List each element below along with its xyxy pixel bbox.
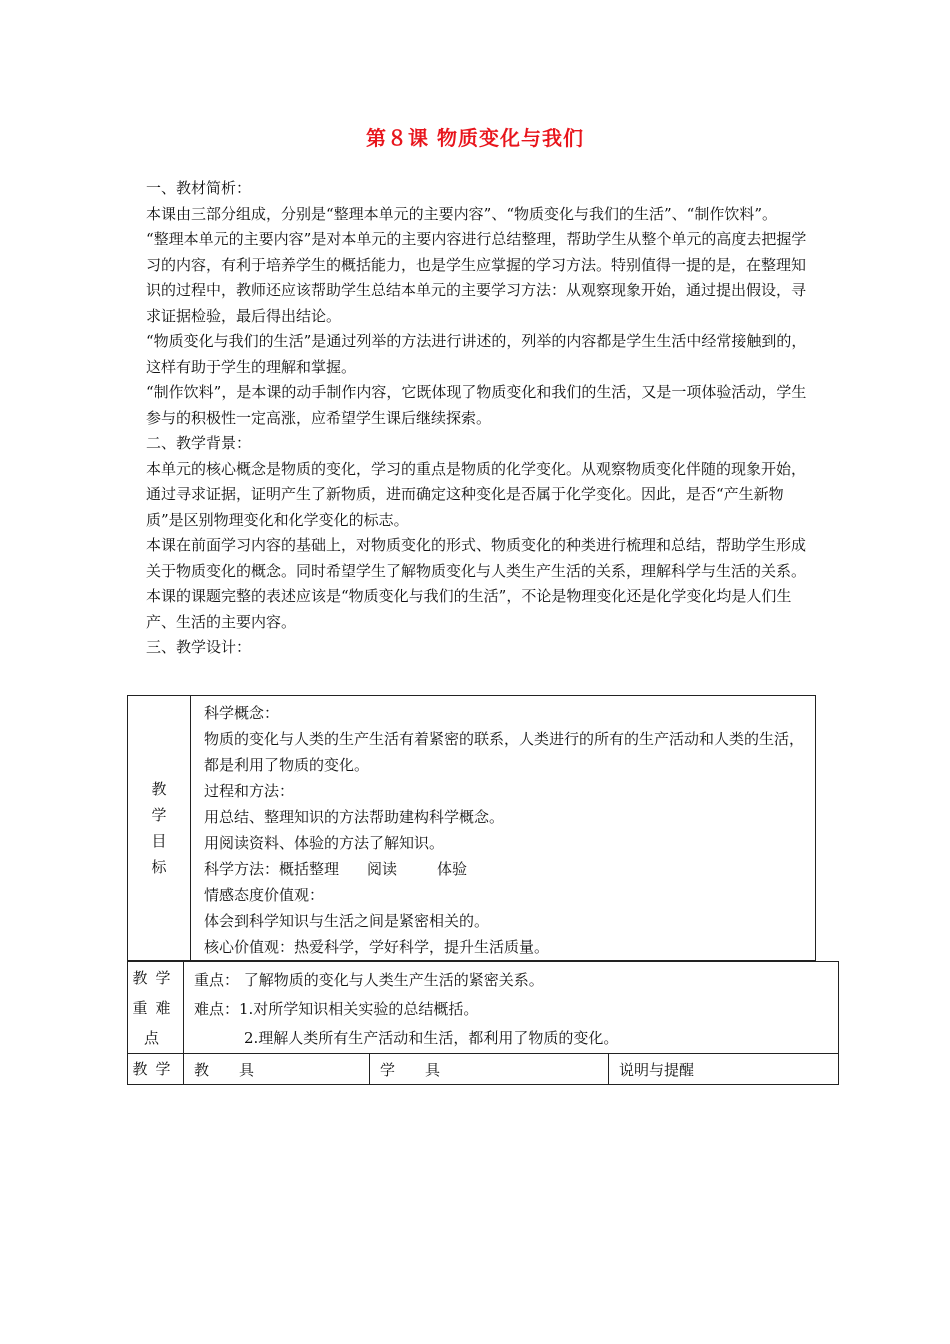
goals-content-cell <box>191 696 816 961</box>
goals-label-char: 标 <box>151 858 167 876</box>
key-points-table <box>127 961 839 1085</box>
page-title: 第８课 物质变化与我们 <box>366 126 584 150</box>
section-heading: 二、教学背景： <box>146 434 252 452</box>
goal-line: 物质的变化与人类的生产生活有着紧密的联系，人类进行的所有的生产活动和人类的生活，都是利用了物质的变化。 <box>204 730 805 774</box>
goals-label-char: 学 <box>151 806 167 824</box>
paragraph: 本单元的核心概念是物质的变化，学习的重点是物质的化学变化。从观察物质变化伴随的现象开始，通过寻求证据，证明产生了新物质，进而确定这种变化是否属于化学变化。因此，是否“产生新物质”是区别物理变化和化学变化的标志。 <box>146 459 807 529</box>
body-text <box>146 176 816 661</box>
section-heading: 一、教材简析： <box>146 179 252 197</box>
key-label-line: 点 <box>143 1028 167 1047</box>
goal-line: 核心价值观：热爱科学，学好科学，提升生活质量。 <box>204 938 550 956</box>
row-label: 教学 <box>128 1054 184 1085</box>
key-label-line: 重难 <box>132 998 179 1017</box>
section-heading: 三、教学设计： <box>146 638 252 656</box>
methods-item: 体验 <box>437 860 468 878</box>
goal-line: 科学概念： <box>204 704 280 722</box>
paragraph: 本课的课题完整的表述应该是“物质变化与我们的生活”，不论是物理变化还是化学变化均是人们生产、生活的主要内容。 <box>146 587 792 631</box>
difficulty-point: 2.理解人类所有生产活动和生活，都利用了物质的变化。 <box>244 1029 619 1047</box>
key-point: 重点： 了解物质的变化与人类生产生活的紧密关系。 <box>194 971 544 989</box>
paragraph: 本课在前面学习内容的基础上，对物质变化的形式、物质变化的种类进行梳理和总结，帮助学生形成关于物质变化的概念。同时希望学生了解物质变化与人类生产生活的关系，理解科学与生活的关系。 <box>146 536 807 580</box>
paragraph: “物质变化与我们的生活”是通过列举的方法进行讲述的，列举的内容都是学生生活中经常接触到的，这样有助于学生的理解和掌握。 <box>146 332 807 376</box>
methods-item: 阅读 <box>367 860 398 878</box>
paragraph: “整理本单元的主要内容”是对本单元的主要内容进行总结整理，帮助学生从整个单元的高度去把握学习的内容，有利于培养学生的概括能力，也是学生应掌握的学习方法。特别值得一提的是，在整理知识的过程中，教师还应该帮助学生总结本单元的主要学习方法：从观察现象开始，通过提出假设，寻求证据检验，最后得出结论。 <box>146 230 807 325</box>
paragraph: “制作饮料”，是本课的动手制作内容，它既体现了物质变化和我们的生活，又是一项体验活动，学生参与的积极性一定高涨，应希望学生课后继续探索。 <box>146 383 807 427</box>
goal-line: 用阅读资料、体验的方法了解知识。 <box>204 834 445 852</box>
key-label-line: 教学 <box>132 968 179 987</box>
column-header-notes: 说明与提醒 <box>609 1054 839 1085</box>
goals-label-cell <box>128 696 191 961</box>
difficulty-point: 难点：1.对所学知识相关实验的总结概括。 <box>194 1000 479 1018</box>
key-content-cell <box>184 962 839 1054</box>
goal-line: 过程和方法： <box>204 782 295 800</box>
goals-label-char: 目 <box>151 832 167 850</box>
teaching-goals-table <box>127 695 816 961</box>
goal-line: 用总结、整理知识的方法帮助建构科学概念。 <box>204 808 505 826</box>
column-header-student-tools: 学 具 <box>370 1054 609 1085</box>
goal-line-methods <box>204 856 815 882</box>
goals-label-char: 教 <box>151 780 167 798</box>
column-header-teacher-tools: 教 具 <box>184 1054 370 1085</box>
paragraph: 本课由三部分组成，分别是“整理本单元的主要内容”、“物质变化与我们的生活”、“制作饮料”。 <box>146 204 778 223</box>
methods-label: 科学方法：概括整理 <box>204 860 340 878</box>
goal-line: 体会到科学知识与生活之间是紧密相关的。 <box>204 912 490 930</box>
key-label-cell <box>128 962 184 1054</box>
goal-line: 情感态度价值观： <box>204 886 325 904</box>
